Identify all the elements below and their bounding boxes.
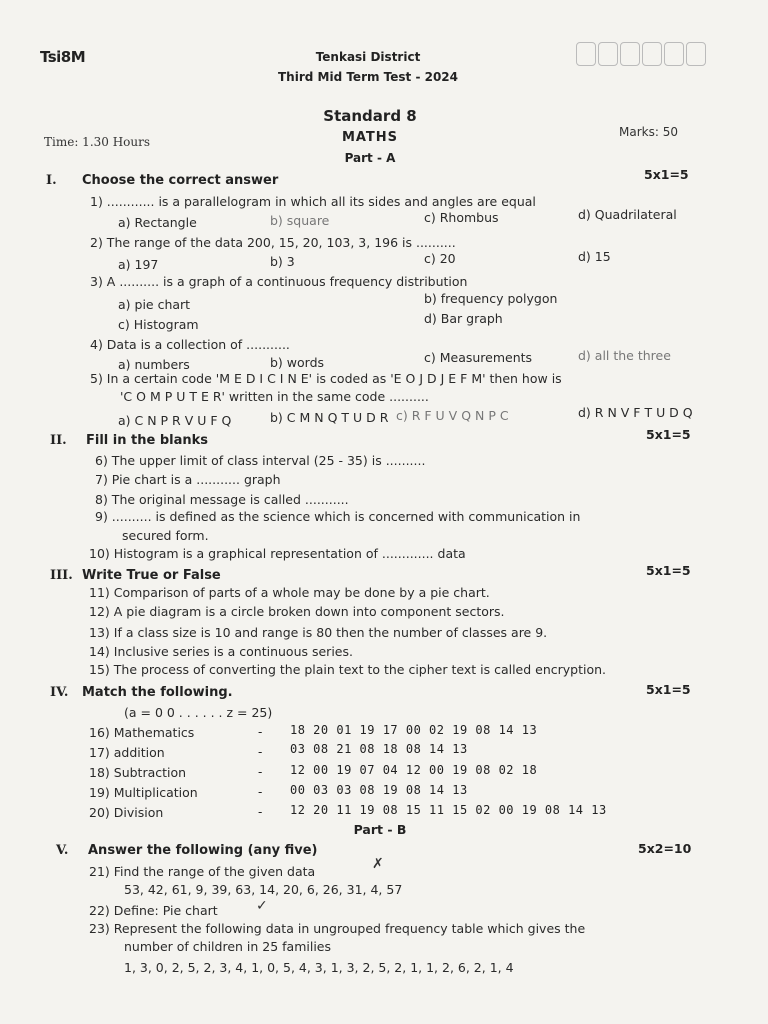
match-code-16: 18 20 01 19 17 00 02 19 08 14 13	[290, 723, 538, 737]
question-9: 9) .......... is defined as the science which is concerned with communication in	[95, 509, 581, 524]
tick-mark-icon: ✗	[372, 856, 384, 872]
subject-title: MATHS	[341, 130, 399, 145]
question-2: 2) The range of the data 200, 15, 20, 103, 3, 196 is ..........	[90, 235, 456, 250]
section-5-heading: V. Answer the following (any five)	[56, 843, 318, 858]
q5-option-a: a) C N P R V U F Q	[118, 413, 232, 428]
time-label: Time: 1.30 Hours	[44, 135, 151, 149]
q4-option-b: b) words	[270, 355, 325, 370]
match-code-17: 03 08 21 08 18 08 14 13	[290, 742, 468, 756]
match-key: (a = 0 0 . . . . . . z = 25)	[124, 705, 273, 720]
q5-option-d: d) R N V F T U D Q	[578, 405, 693, 420]
match-label-19: 19) Multiplication	[89, 785, 198, 800]
question-8: 8) The original message is called ...........	[95, 492, 349, 507]
q3-option-a: a) pie chart	[118, 297, 191, 312]
register-box	[598, 42, 618, 66]
section-2-score: 5x1=5	[646, 427, 691, 442]
match-label-20: 20) Division	[89, 805, 164, 820]
register-box	[686, 42, 706, 66]
section-5-score: 5x2=10	[638, 841, 692, 856]
question-3: 3) A .......... is a graph of a continuous frequency distribution	[90, 274, 468, 289]
match-dash: -	[258, 785, 263, 799]
question-23: 23) Represent the following data in ungrouped frequency table which gives the	[89, 921, 586, 936]
match-code-18: 12 00 19 07 04 12 00 19 08 02 18	[290, 763, 538, 777]
question-9-line2: secured form.	[122, 528, 209, 543]
q3-option-c: c) Histogram	[118, 317, 199, 332]
q4-option-c: c) Measurements	[424, 350, 533, 365]
register-box	[576, 42, 596, 66]
question-10: 10) Histogram is a graphical representation of ............. data	[89, 546, 466, 561]
q5-option-c: c) R F U V Q N P C	[396, 408, 509, 423]
section-4-score: 5x1=5	[646, 682, 691, 697]
match-dash: -	[258, 725, 263, 739]
part-b-title: Part - B	[353, 822, 407, 837]
q4-option-a: a) numbers	[118, 357, 190, 372]
tick-mark-icon: ✓	[256, 898, 268, 914]
question-21: 21) Find the range of the given data	[89, 864, 316, 879]
section-3-heading: III. Write True or False	[50, 568, 221, 583]
register-box	[664, 42, 684, 66]
part-a-title: Part - A	[344, 151, 396, 165]
question-22: 22) Define: Pie chart	[89, 903, 218, 918]
question-7: 7) Pie chart is a ........... graph	[95, 472, 281, 487]
register-number-boxes	[576, 42, 708, 66]
match-dash: -	[258, 745, 263, 759]
question-6: 6) The upper limit of class interval (25 - 35) is ..........	[95, 453, 426, 468]
match-label-17: 17) addition	[89, 745, 165, 760]
question-12: 12) A pie diagram is a circle broken down into component sectors.	[89, 604, 505, 619]
match-label-18: 18) Subtraction	[89, 765, 187, 780]
match-code-19: 00 03 03 08 19 08 14 13	[290, 783, 468, 797]
q4-option-d: d) all the three	[578, 348, 671, 363]
section-2-heading: II. Fill in the blanks	[50, 433, 208, 448]
register-box	[642, 42, 662, 66]
q1-option-b: b) square	[270, 213, 330, 228]
section-1-heading: I. Choose the correct answer	[46, 173, 279, 188]
district-title: Tenkasi District	[315, 50, 421, 64]
question-14: 14) Inclusive series is a continuous series.	[89, 644, 353, 659]
question-23-data: 1, 3, 0, 2, 5, 2, 3, 4, 1, 0, 5, 4, 3, 1, 3, 2, 5, 2, 1, 1, 2, 6, 2, 1, 4	[124, 960, 514, 975]
q1-option-a: a) Rectangle	[118, 215, 197, 230]
q3-option-b: b) frequency polygon	[424, 291, 558, 306]
question-1: 1) ............ is a parallelogram in which all its sides and angles are equal	[90, 194, 536, 209]
q1-option-c: c) Rhombus	[424, 210, 499, 225]
q2-option-d: d) 15	[578, 249, 611, 264]
section-1-score: 5x1=5	[644, 167, 689, 182]
q5-option-b: b) C M N Q T U D R	[270, 410, 389, 425]
section-3-score: 5x1=5	[646, 563, 691, 578]
q3-option-d: d) Bar graph	[424, 311, 503, 326]
section-4-heading: IV. Match the following.	[50, 685, 233, 700]
q2-option-c: c) 20	[424, 251, 456, 266]
q2-option-a: a) 197	[118, 257, 159, 272]
question-4: 4) Data is a collection of ...........	[90, 337, 290, 352]
q1-option-d: d) Quadrilateral	[578, 207, 677, 222]
question-21-data: 53, 42, 61, 9, 39, 63, 14, 20, 6, 26, 31, 4, 57	[124, 882, 403, 897]
test-title: Third Mid Term Test - 2024	[277, 70, 459, 84]
question-5-line2: 'C O M P U T E R' written in the same code ..........	[120, 389, 429, 404]
q2-option-b: b) 3	[270, 254, 295, 269]
match-dash: -	[258, 805, 263, 819]
register-box	[620, 42, 640, 66]
standard-title: Standard 8	[323, 107, 417, 125]
question-11: 11) Comparison of parts of a whole may be done by a pie chart.	[89, 585, 490, 600]
match-code-20: 12 20 11 19 08 15 11 15 02 00 19 08 14 13	[290, 803, 607, 817]
match-dash: -	[258, 765, 263, 779]
question-5: 5) In a certain code 'M E D I C I N E' is coded as 'E O J D J E F M' then how is	[90, 371, 562, 386]
question-15: 15) The process of converting the plain text to the cipher text is called encryption.	[89, 662, 607, 677]
question-13: 13) If a class size is 10 and range is 80 then the number of classes are 9.	[89, 625, 548, 640]
paper-code: Tsi8M	[40, 48, 86, 66]
marks-label: Marks: 50	[619, 125, 678, 139]
question-23-line2: number of children in 25 families	[124, 939, 332, 954]
match-label-16: 16) Mathematics	[89, 725, 195, 740]
